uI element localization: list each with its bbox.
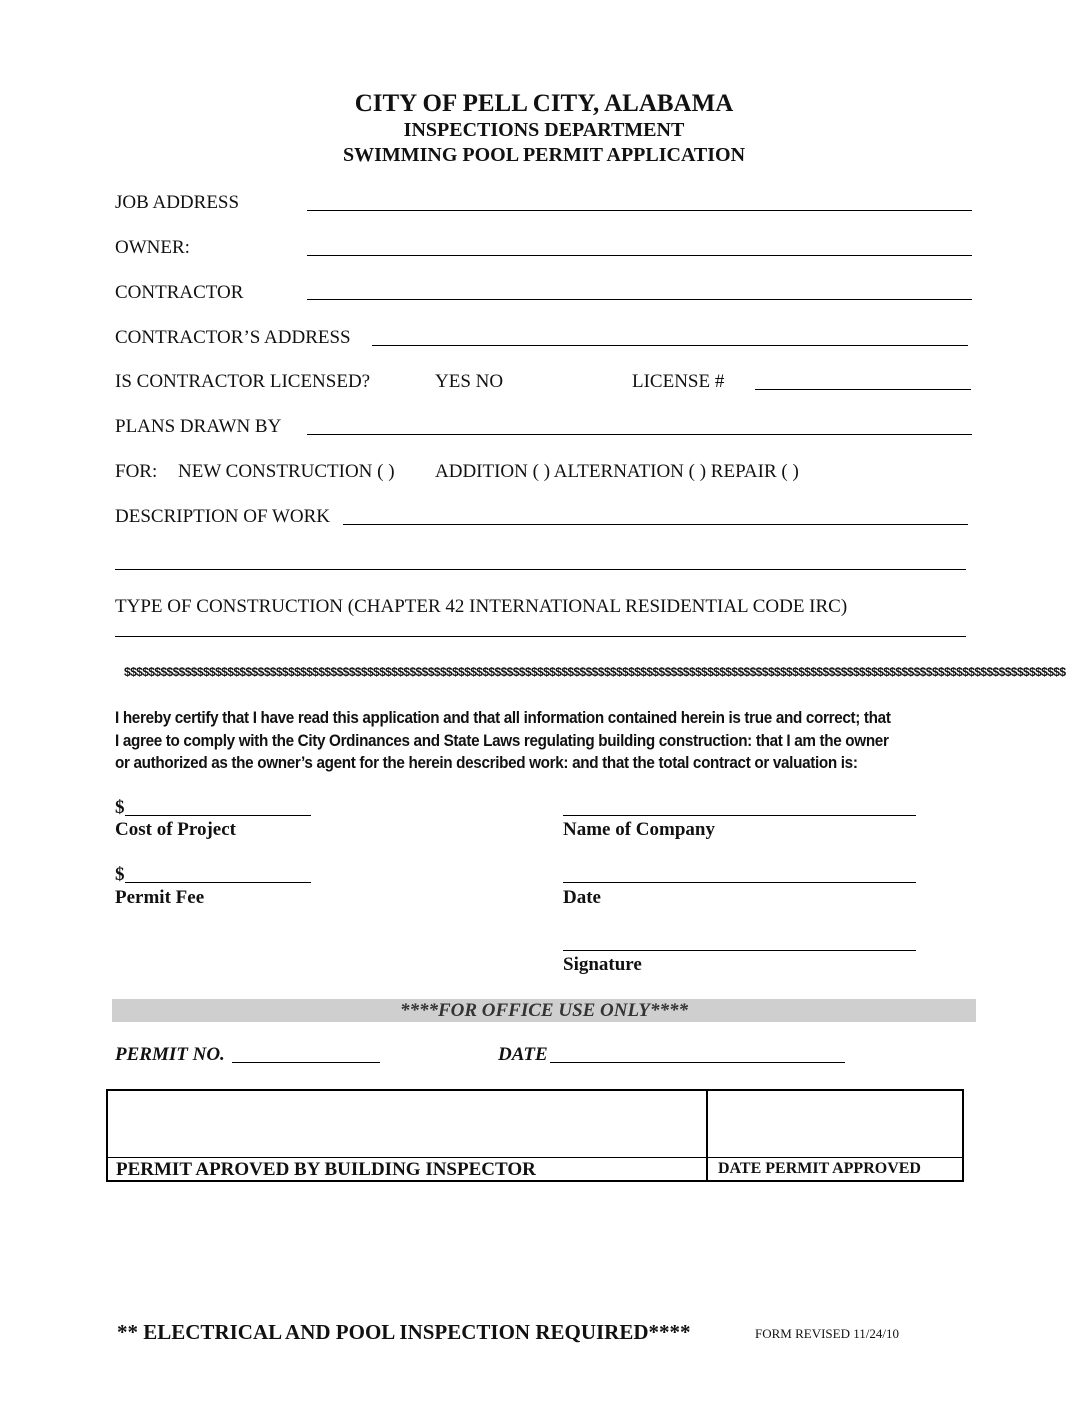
licensed-question-label: IS CONTRACTOR LICENSED?: [115, 371, 371, 392]
form-revised: FORM REVISED 11/24/10: [755, 1326, 899, 1341]
form-title: SWIMMING POOL PERMIT APPLICATION: [342, 144, 746, 166]
cost-of-project-label: Cost of Project: [115, 819, 236, 840]
contractor-label: CONTRACTOR: [115, 282, 244, 303]
date-label: Date: [563, 887, 601, 908]
work-type-options[interactable]: ADDITION ( ) ALTERNATION ( ) REPAIR ( ): [435, 461, 799, 482]
date-line[interactable]: [563, 882, 916, 883]
inspection-notice: ** ELECTRICAL AND POOL INSPECTION REQUIRED****: [117, 1320, 691, 1344]
for-label: FOR:: [115, 461, 158, 482]
plans-drawn-by-line[interactable]: [307, 434, 972, 435]
plans-drawn-by-label: PLANS DRAWN BY: [115, 416, 282, 437]
signature-label: Signature: [563, 954, 642, 975]
owner-line[interactable]: [307, 255, 972, 256]
yes-no-options[interactable]: YES NO: [435, 371, 504, 392]
permit-fee-label: Permit Fee: [115, 887, 205, 908]
license-number-label: LICENSE #: [632, 371, 725, 392]
certification-line-1: I hereby certify that I have read this application and that all information contained herein is true and correct; that: [115, 709, 891, 727]
approval-box-baseline: [106, 1157, 964, 1158]
approved-by-label: PERMIT APROVED BY BUILDING INSPECTOR: [116, 1159, 536, 1180]
fee-dollar-sign: $: [115, 864, 125, 885]
office-date-line[interactable]: [550, 1062, 845, 1063]
approval-box-divider: [706, 1089, 708, 1181]
owner-label: OWNER:: [115, 237, 190, 258]
office-date-label: DATE: [498, 1044, 548, 1065]
signature-line[interactable]: [563, 950, 916, 951]
contractor-address-label: CONTRACTOR’S ADDRESS: [115, 327, 351, 348]
office-use-label: ****FOR OFFICE USE ONLY****: [399, 1000, 689, 1021]
department-title: INSPECTIONS DEPARTMENT: [403, 119, 685, 141]
certification-text: [115, 707, 989, 775]
type-of-construction-label: TYPE OF CONSTRUCTION (CHAPTER 42 INTERNATIONAL RESIDENTIAL CODE IRC): [115, 596, 848, 617]
cost-dollar-sign: $: [115, 797, 125, 818]
name-of-company-label: Name of Company: [563, 819, 715, 840]
description-of-work-line[interactable]: [343, 524, 968, 525]
city-title: CITY OF PELL CITY, ALABAMA: [354, 90, 734, 117]
name-of-company-line[interactable]: [563, 815, 916, 816]
new-construction-option[interactable]: NEW CONSTRUCTION ( ): [178, 461, 395, 482]
license-number-line[interactable]: [755, 389, 971, 390]
job-address-label: JOB ADDRESS: [115, 192, 240, 213]
contractor-address-line[interactable]: [372, 345, 968, 346]
contractor-line[interactable]: [307, 299, 972, 300]
job-address-line[interactable]: [307, 210, 972, 211]
dollar-separator: $$$$$$$$$$$$$$$$$$$$$$$$$$$$$$$$$$$$$$$$$$$$$$$$$$$$$$$$$$$$$$$$$$$$$$$$$$$$$$$$$$$$$$$$$$$$$$$$$$$$$$$$$$$$$$$$$$$$$$$$$$$$$$$$$$$$$$$$$$$$$$$$$$$$$$$$$$$: [124, 665, 1066, 679]
description-of-work-line-2[interactable]: [115, 569, 966, 570]
permit-fee-line[interactable]: [125, 882, 311, 883]
permit-no-label: PERMIT NO.: [115, 1044, 225, 1065]
certification-line-3: or authorized as the owner’s agent for the herein described work: and that the total contract or valuation is:: [115, 754, 858, 772]
date-approved-label: DATE PERMIT APPROVED: [718, 1160, 921, 1177]
certification-line-2: I agree to comply with the City Ordinances and State Laws regulating building construction: that I am the owner: [115, 731, 889, 750]
cost-of-project-line[interactable]: [125, 815, 311, 816]
description-of-work-label: DESCRIPTION OF WORK: [115, 506, 331, 527]
type-of-construction-line[interactable]: [115, 636, 966, 637]
permit-no-line[interactable]: [232, 1062, 380, 1063]
